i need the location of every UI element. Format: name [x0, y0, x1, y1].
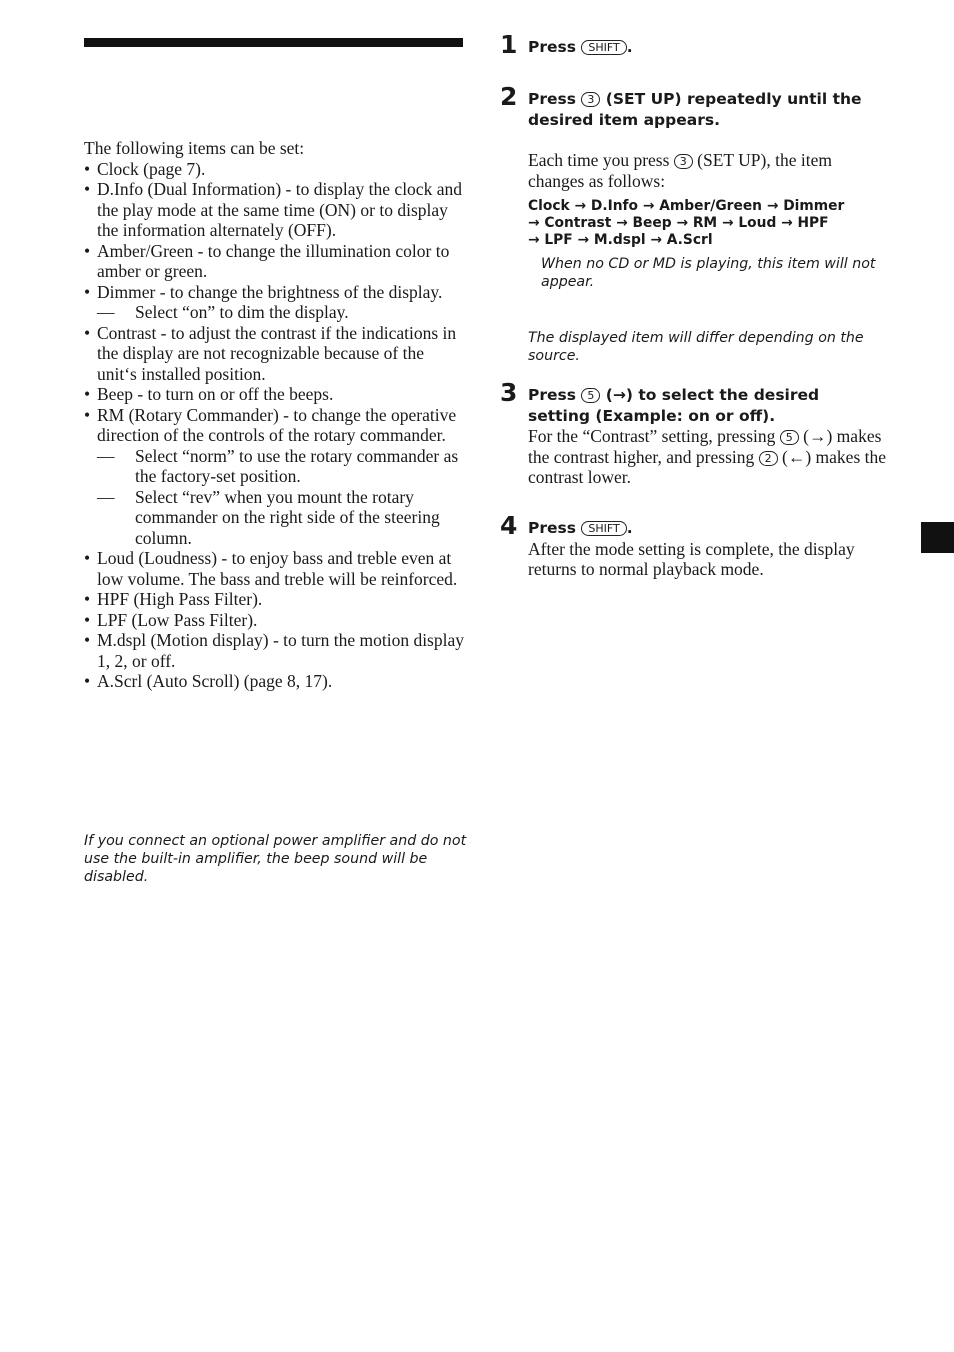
sequence-item: Dimmer: [783, 198, 845, 214]
step-body: For the “Contrast” setting, pressing 5 (→) makes the contrast higher, and pressing 2 (←) makes the contrast lower.: [528, 426, 887, 487]
list-item: [84, 179, 464, 241]
bullet-icon: •: [84, 589, 91, 609]
sequence-item: A.Scrl: [666, 232, 713, 248]
arrow-right-icon: →: [616, 215, 628, 231]
bullet-icon: •: [84, 671, 91, 691]
no-disc-note: When no CD or MD is playing, this item will not appear.: [541, 256, 876, 290]
sequence-item: M.dspl: [593, 232, 646, 248]
list-item: [84, 405, 464, 549]
list-item-text: M.dspl (Motion display) - to turn the motion display 1, 2, or off.: [97, 630, 464, 671]
number-5-key: 5: [581, 388, 600, 403]
sequence-item: HPF: [797, 215, 829, 231]
sub-item: [97, 302, 464, 323]
arrow-right-icon: →: [781, 215, 793, 231]
bullet-icon: •: [84, 281, 91, 302]
step-body: After the mode setting is complete, the display returns to normal playback mode.: [528, 538, 855, 579]
arrow-right-icon: →: [676, 215, 688, 231]
step-heading: Press 3 (SET UP) repeatedly until the desired item appears.: [528, 90, 862, 129]
source-note: The displayed item will differ depending on the source.: [528, 330, 864, 364]
arrow-right-icon: →: [574, 198, 587, 214]
list-item-text: Amber/Green - to change the illumination color to amber or green.: [97, 240, 450, 281]
list-item-text: D.Info (Dual Information) - to display the clock and the play mode at the same time (ON) or to display the information alternately (OFF).: [97, 179, 462, 240]
step-number: 1: [500, 30, 518, 59]
step-number: 3: [500, 378, 518, 407]
list-item: [84, 159, 464, 180]
arrow-right-icon: →: [766, 198, 779, 214]
bullet-icon: •: [84, 179, 91, 199]
bullet-icon: •: [84, 384, 91, 404]
bullet-icon: •: [84, 609, 91, 630]
step-3: [500, 378, 890, 488]
list-item-text: RM (Rotary Commander) - to change the operative direction of the controls of the rotary commander.: [97, 404, 457, 445]
list-item-text: Dimmer - to change the brightness of the display.: [97, 281, 443, 302]
dash-icon: —: [97, 302, 115, 322]
bullet-icon: •: [84, 240, 91, 261]
list-item: [84, 671, 464, 692]
list-item: [84, 548, 464, 589]
sub-item-text: Select “norm” to use the rotary commander as the factory-set position.: [135, 445, 459, 486]
items-list: [84, 159, 464, 692]
step-heading: Press SHIFT .: [528, 519, 633, 537]
sequence-item: Contrast: [544, 215, 612, 231]
sequence-item: Clock: [528, 198, 570, 214]
arrow-right-icon: →: [642, 198, 655, 214]
bullet-icon: •: [84, 404, 91, 425]
number-3-key: 3: [581, 92, 600, 107]
number-5-key: 5: [780, 430, 799, 445]
list-item: [84, 323, 464, 385]
bullet-icon: •: [84, 630, 91, 650]
list-item-text: A.Scrl (Auto Scroll) (page 8, 17).: [97, 671, 333, 691]
step-2: [500, 82, 890, 365]
bullet-icon: •: [84, 548, 91, 568]
step-number: 4: [500, 511, 518, 540]
section-tab-marker: [921, 522, 954, 553]
shift-key: SHIFT: [581, 521, 626, 536]
sub-item-text: Select “rev” when you mount the rotary commander on the right side of the steering column.: [135, 486, 440, 548]
sequence-item: RM: [692, 215, 718, 231]
list-item-text: Contrast - to adjust the contrast if the indications in the display are not recognizable because of the unit‘s installed position.: [97, 322, 457, 384]
list-item: [84, 384, 464, 405]
arrow-right-icon: →: [528, 232, 540, 248]
list-item: [84, 630, 464, 671]
step-heading: Press SHIFT .: [528, 38, 633, 56]
setup-item-sequence: [528, 198, 873, 249]
list-item: [84, 610, 464, 631]
list-item-text: Beep - to turn on or off the beeps.: [97, 384, 334, 404]
intro-text: The following items can be set:: [84, 138, 305, 158]
shift-key: SHIFT: [581, 40, 626, 55]
sequence-item: LPF: [544, 232, 573, 248]
list-item-text: Clock (page 7).: [97, 158, 206, 179]
bullet-icon: •: [84, 158, 91, 179]
sub-item-text: Select “on” to dim the display.: [135, 302, 349, 322]
list-item: [84, 589, 464, 610]
step-1: [500, 30, 890, 59]
bullet-icon: •: [84, 322, 91, 343]
arrow-right-icon: →: [577, 232, 590, 248]
sequence-item: Beep: [632, 215, 672, 231]
list-item-text: Loud (Loudness) - to enjoy bass and treble even at low volume. The bass and treble will be reinforced.: [97, 548, 458, 589]
list-item-text: LPF (Low Pass Filter).: [97, 609, 258, 630]
arrow-right-icon: →: [650, 232, 662, 248]
items-list-section: [84, 138, 464, 692]
dash-icon: —: [97, 486, 115, 507]
list-item: [84, 282, 464, 323]
sub-item: [97, 487, 464, 549]
section-heading-bar: [84, 38, 463, 47]
sub-item: [97, 446, 464, 487]
sequence-item: Loud: [738, 215, 777, 231]
arrow-right-icon: →: [528, 215, 540, 231]
step-heading: Press 5 (→) to select the desired setting (Example: on or off).: [528, 386, 820, 425]
step-4: [500, 511, 890, 580]
number-3-key: 3: [674, 154, 693, 169]
sequence-item: Amber/Green: [659, 198, 762, 214]
dash-icon: —: [97, 445, 115, 466]
step-body: Each time you press 3 (SET UP), the item changes as follows:: [528, 150, 832, 191]
list-item: [84, 241, 464, 282]
arrow-right-icon: →: [721, 215, 734, 231]
number-2-key: 2: [759, 451, 778, 466]
amplifier-note: If you connect an optional power amplifier and do not use the built-in amplifier, the beep sound will be disabled.: [84, 833, 467, 885]
list-item-text: HPF (High Pass Filter).: [97, 589, 263, 609]
step-number: 2: [500, 82, 518, 111]
sequence-item: D.Info: [590, 198, 639, 214]
